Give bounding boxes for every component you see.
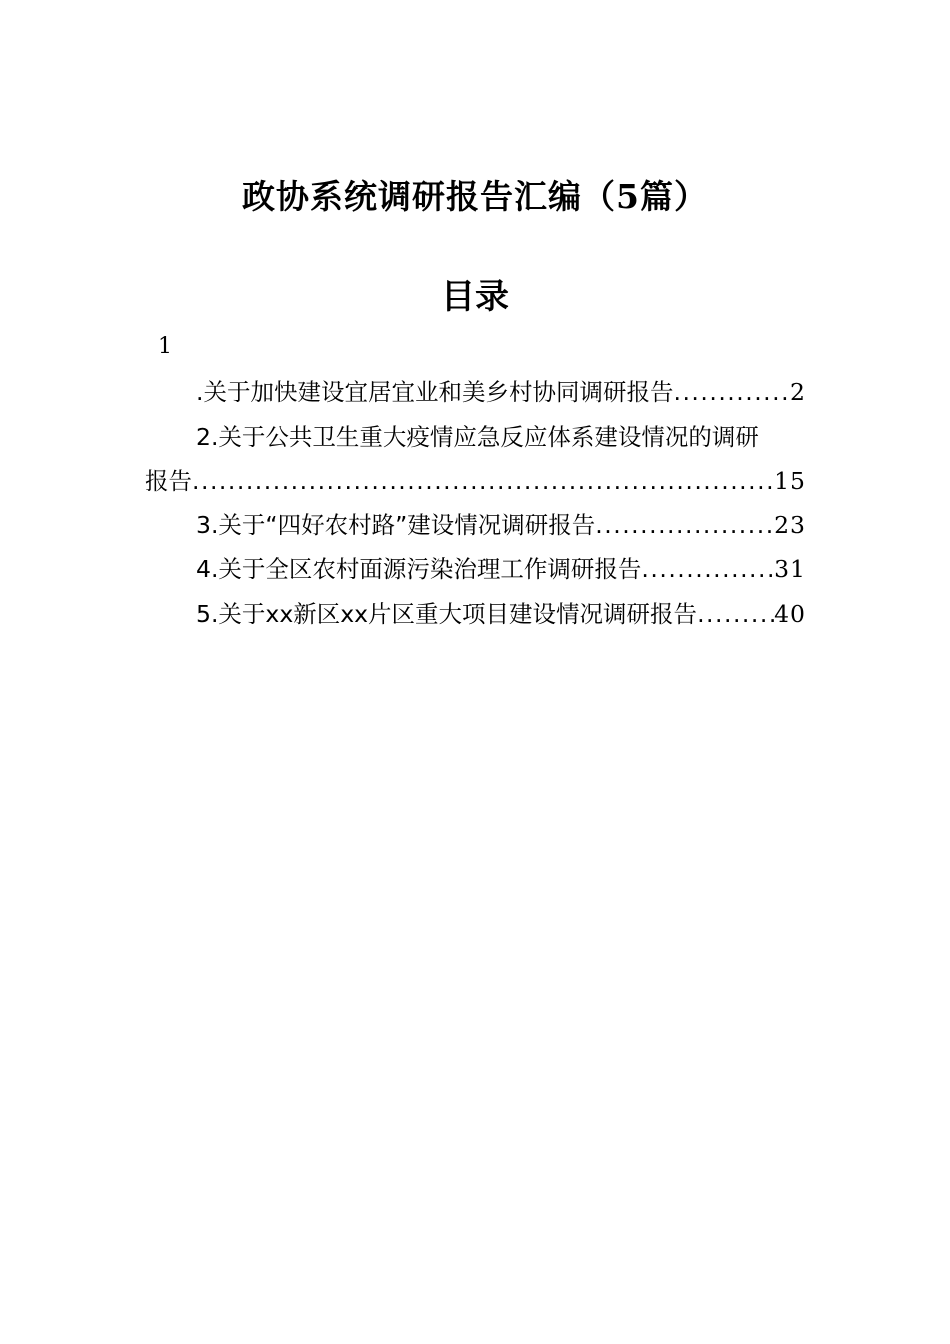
toc-heading: 目录 <box>441 277 509 317</box>
toc-entry-text: 报告 <box>145 467 192 495</box>
toc-leader-dots <box>673 372 790 412</box>
toc-page-number: 40 <box>774 600 806 628</box>
stray-number: 1 <box>158 334 172 359</box>
toc-entry-2-line1[interactable]: 2.关于公共卫生重大疫情应急反应体系建设情况的调研 <box>196 423 759 451</box>
toc-entry-3[interactable] <box>196 505 806 545</box>
toc-entry-4[interactable] <box>196 549 806 589</box>
document-title: 政协系统调研报告汇编（5篇） <box>242 177 708 216</box>
toc-leader-dots <box>697 594 774 634</box>
toc-page-number: 31 <box>774 555 806 583</box>
toc-page-number: 2 <box>790 378 806 406</box>
toc-entry-1[interactable] <box>196 372 806 412</box>
toc-page-number: 15 <box>774 467 806 495</box>
toc-entry-text: 5.关于xx新区xx片区重大项目建设情况调研报告 <box>196 600 698 628</box>
toc-entry-2-line2[interactable] <box>145 461 806 501</box>
toc-entry-5[interactable] <box>196 594 806 634</box>
toc-leader-dots <box>192 461 774 501</box>
toc-leader-dots <box>641 549 774 589</box>
toc-leader-dots <box>595 505 774 545</box>
toc-entry-text: 3.关于“四好农村路”建设情况调研报告 <box>196 511 596 539</box>
toc-entry-text: 4.关于全区农村面源污染治理工作调研报告 <box>196 555 642 583</box>
toc-page-number: 23 <box>774 511 806 539</box>
toc-entry-text: .关于加快建设宜居宜业和美乡村协同调研报告 <box>196 378 674 406</box>
